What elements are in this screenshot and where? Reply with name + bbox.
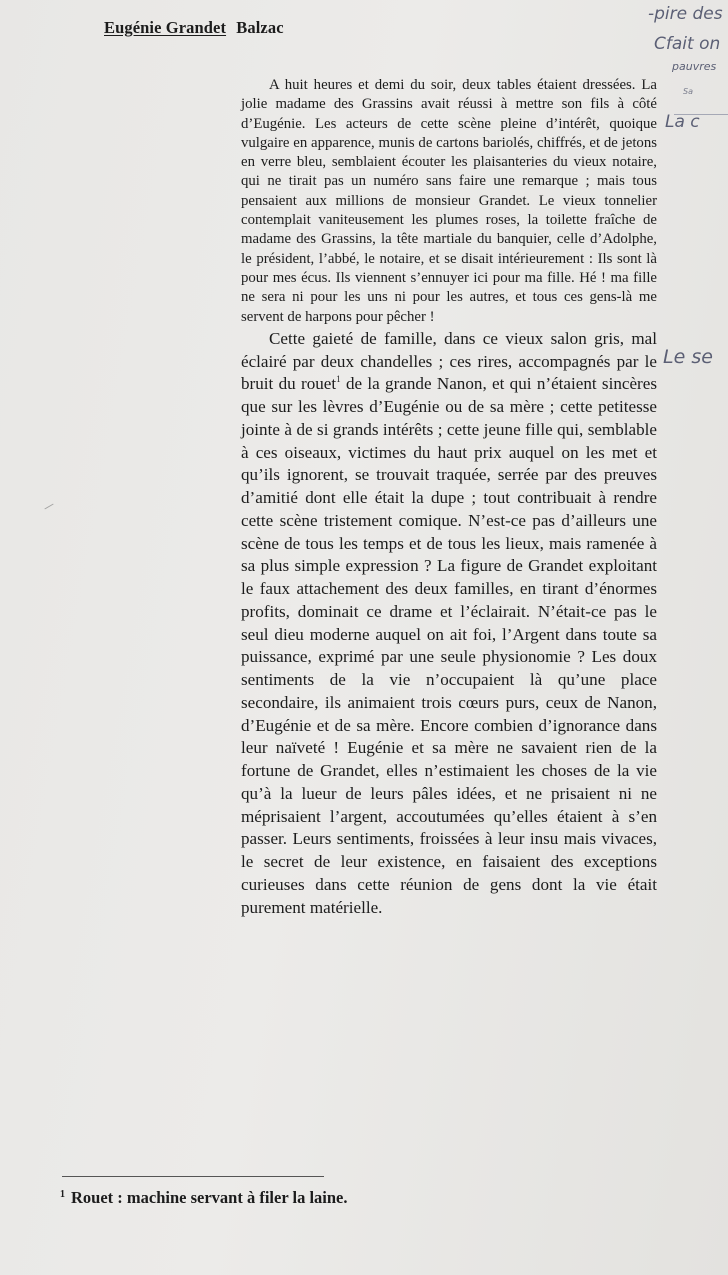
body-text [241, 76, 657, 919]
paragraph-2-after-note: de la grande Nanon, et qui n’étaient sincères que sur les lèvres d’Eugénie ou de sa mère ; cette petitesse jointe à de si grands intérêts ; cette jeune fille qui, semblable à ces oiseaux, victimes du haut prix auquel on les met et qu’ils ignorent, se trouvait traquée, serrée par des preuves d’amitié dont elle était la dupe ; tout contribuait à rendre cette scène tristement comique. N’est-ce pas d’ailleurs une scène de tous les temps et de tous les lieux, mais ramenée à sa plus simple expression ? La figure de Grandet exploitant le faux attachement des deux familles, en tirant d’énormes profits, dominait ce drame et l’éclairait. N’était-ce pas le seul dieu moderne auquel on ait foi, l’Argent dans toute sa puissance, exprimé par une seule physionomie ? Les doux sentiments de la vie n’occupaient là qu’une place secondaire, ils animaient trois cœurs purs, ceux de Nanon, d’Eugénie et de sa mère. Encore combien d’ignorance dans leur naïveté ! Eugénie et sa mère ne savaient rien de la fortune de Grandet, elles n’estimaient les choses de la vie qu’à la lueur de leurs pâles idées, et ne prisaient ni ne méprisaient l’argent, accoutumées qu’elles étaient à s’en passer. Leurs sentiments, froissées à leur insu mais vivaces, le secret de leur existence, en faisaient des exceptions curieuses dans cette réunion de gens dont la vie était purement matérielle. [241, 374, 657, 917]
margin-note-4: Sa [683, 87, 693, 96]
book-author: Balzac [236, 18, 284, 37]
margin-note-6: Le se [663, 346, 713, 368]
footnote-text: Rouet : machine servant à filer la laine. [71, 1188, 348, 1207]
footnote-reference: 1 [336, 374, 341, 385]
running-header [104, 18, 284, 38]
book-title: Eugénie Grandet [104, 18, 227, 37]
margin-note-1: -pire des [648, 4, 723, 24]
footnote-separator [62, 1176, 324, 1177]
pen-mark [44, 504, 53, 510]
footnote [60, 1188, 348, 1208]
paragraph-1: A huit heures et demi du soir, deux tables étaient dressées. La jolie madame des Grassins avait réussi à mettre son fils à côté d’Eugénie. Les acteurs de cette scène pleine d’intérêt, quoique vulgaire en apparence, munis de cartons bariolés, chiffrés, et de jetons en verre bleu, semblaient écouter les plaisanteries du vieux notaire, qui ne tirait pas un numéro sans faire une remarque ; mais tous pensaient aux millions de monsieur Grandet. Le vieux tonnelier contemplait vaniteusement les plumes roses, la toilette fraîche de madame des Grassins, la tête martiale du banquier, celle d’Adolphe, le président, l’abbé, le notaire, et se disait intérieurement : Ils sont là pour mes écus. Ils viennent s’ennuyer ici pour ma fille. Hé ! ma fille ne sera ni pour les uns ni pour les autres, et tous ces gens-là me servent de harpons pour pêcher ! [241, 77, 657, 325]
paragraph-2-before-note: Cette gaieté de famille, dans ce vieux salon gris, mal éclairé par deux chandelles ; ces rires, accompagnés par le bruit du rouet [241, 328, 657, 394]
paragraph-2 [241, 328, 657, 920]
margin-note-3: pauvres [672, 60, 717, 73]
handwritten-margin-notes [648, 0, 728, 1275]
footnote-mark: 1 [60, 1189, 65, 1200]
margin-note-5: La c [665, 112, 700, 132]
margin-note-2: Cfait on [654, 34, 721, 54]
